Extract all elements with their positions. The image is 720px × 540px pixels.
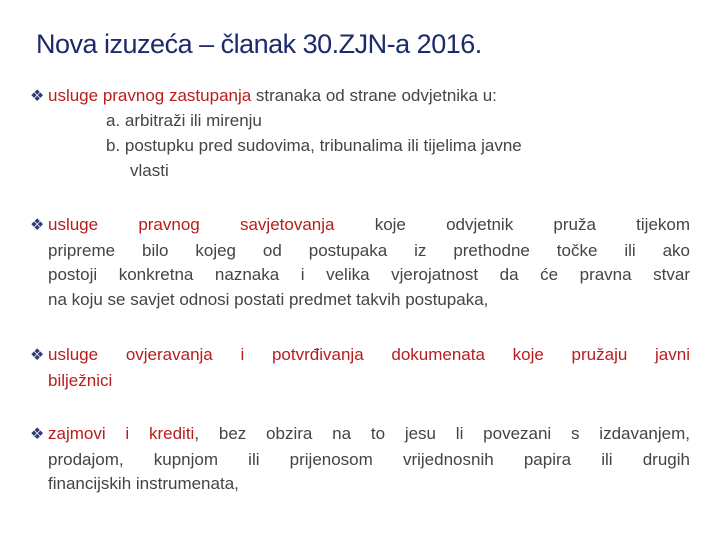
diamond-bullet-icon: ❖ <box>30 426 45 443</box>
bullet-highlight: usluge pravnog savjetovanja <box>48 215 335 234</box>
bullet-line-3: postoji konkretna naznaka i velika vjerojatnost da će pravna stvar <box>48 265 690 284</box>
subitem-text-line2: vlasti <box>130 160 169 180</box>
bullet-line-3: financijskih instrumenata, <box>48 474 239 493</box>
subitem-text-line1: b. postupku pred sudovima, tribunalima ili tijelima javne <box>106 136 522 155</box>
bullet-text: koje odvjetnik pruža tijekom <box>334 215 691 234</box>
slide-title: Nova izuzeća – članak 30.ZJN-a 2016. <box>36 29 482 59</box>
bullet-line-2: pripreme bilo kojeg od postupaka iz prethodne točke ili ako <box>48 240 690 260</box>
bullet-item-legal-representation <box>30 84 690 110</box>
bullet-line-4: na koju se savjet odnosi postati predmet takvih postupaka, <box>48 289 489 309</box>
diamond-bullet-icon: ❖ <box>30 217 45 234</box>
subitem-a <box>106 109 666 134</box>
bullet-item-legal-advice <box>30 213 690 312</box>
bullet-text: stranaka od strane odvjetnika u: <box>251 86 497 105</box>
bullet-line-1 <box>30 422 690 448</box>
bullet-highlight: usluge pravnog zastupanja <box>48 86 252 105</box>
diamond-bullet-icon: ❖ <box>30 88 45 105</box>
diamond-bullet-icon: ❖ <box>30 347 45 364</box>
bullet-line-2: bilježnici <box>48 370 113 390</box>
subitem-text: a. arbitraži ili mirenju <box>106 111 262 130</box>
bullet-highlight: usluge ovjeravanja i potvrđivanja dokumenata koje pružaju javni <box>48 345 690 364</box>
bullet-text: , bez obzira na to jesu li povezani s izdavanjem, <box>194 424 690 443</box>
bullet-item-notary-services <box>30 343 690 393</box>
bullet-line-1 <box>30 213 690 239</box>
subitem-b <box>106 134 666 183</box>
bullet-line-1 <box>30 343 690 369</box>
bullet-line-2: prodajom, kupnjom ili prijenosom vrijednosnih papira ili drugih <box>48 449 690 469</box>
bullet-highlight: zajmovi i krediti <box>48 424 195 443</box>
bullet-item-loans-credits <box>30 422 690 497</box>
